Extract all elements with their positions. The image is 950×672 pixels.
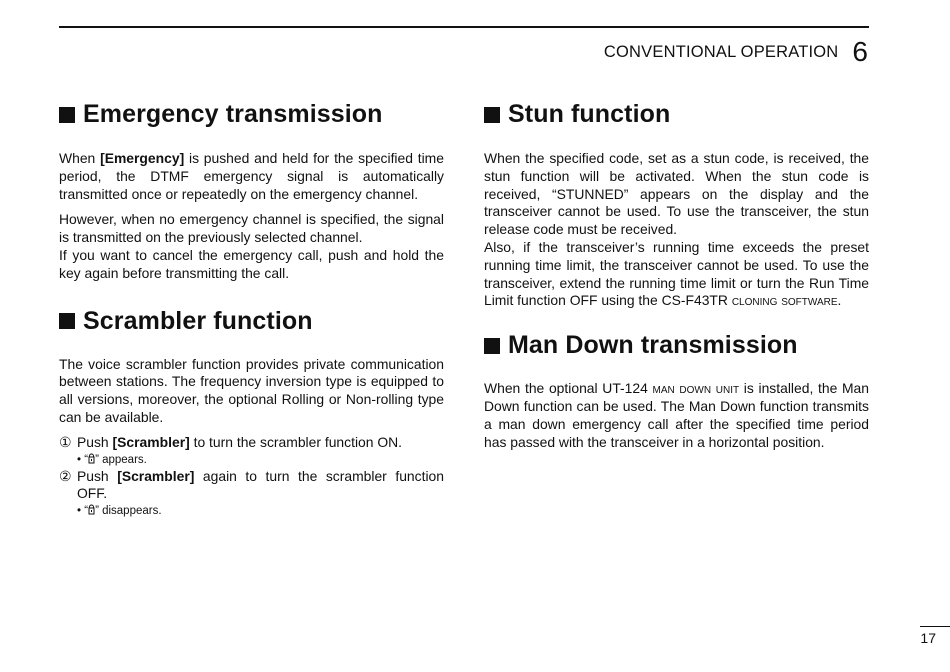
heading-text: Stun function — [508, 100, 671, 128]
step-number: ① — [59, 433, 72, 450]
stun-paragraph-1: When the specified code, set as a stun code, is received, the stun function will be activated. When the stun code is received, “STUNNED” appears on the display and the transceiver cannot be used. To use the transceiver, the stun release code must be received. — [484, 150, 869, 238]
scrambler-paragraph-1: The voice scrambler function provides private communication between stations. The frequency inversion type is equipped to all versions, moreover, the optional Rolling or Non-rolling type can be available. — [59, 355, 444, 425]
text: is pushed and held for the specified time period, the DTMF emergency signal is automatically transmitted once or repeatedly on the emergency channel. — [59, 150, 444, 202]
right-column — [484, 100, 869, 451]
emergency-paragraph-2: However, when no emergency channel is specified, the signal is transmitted on the previously selected channel. — [59, 211, 444, 246]
text: When the optional UT-124 — [484, 380, 653, 397]
text: ” appears. — [95, 453, 147, 466]
text: Push — [77, 433, 113, 450]
section-heading-scrambler — [59, 307, 444, 336]
section-heading-stun — [484, 100, 869, 129]
emergency-paragraph-1 — [59, 150, 444, 203]
section-heading-mandown — [484, 331, 869, 360]
mandown-paragraph-1 — [484, 380, 869, 451]
step-1-note — [59, 452, 444, 468]
square-bullet-icon — [59, 107, 75, 123]
square-bullet-icon — [59, 313, 75, 329]
page-header — [604, 34, 868, 70]
page-number: 17 — [920, 630, 936, 646]
text: • “ — [77, 453, 89, 466]
scrambler-indicator-icon — [88, 453, 95, 464]
footer-rule — [920, 626, 950, 627]
step-text — [77, 468, 444, 504]
key-label: [Emergency] — [100, 150, 185, 166]
step-1 — [59, 434, 444, 452]
scrambler-indicator-icon — [88, 504, 95, 515]
text: Push — [77, 467, 118, 484]
text: again to turn the scrambler function OFF. — [77, 467, 444, 502]
text: . — [837, 292, 842, 309]
text: is installed, the Man Down function can be used. The Man Down function transmits a man down emergency call after the specified time period has passed with the transceiver in a horizontal position. — [484, 380, 870, 450]
key-label: [Scrambler] — [112, 433, 190, 450]
key-label: [Scrambler] — [117, 467, 195, 484]
left-column — [59, 100, 444, 519]
text: to turn the scrambler function ON. — [189, 433, 403, 450]
heading-text: Man Down transmission — [508, 331, 798, 360]
section-heading-emergency — [59, 100, 444, 129]
heading-text: Emergency transmission — [83, 100, 383, 128]
stun-paragraph-2 — [484, 239, 869, 310]
header-title: CONVENTIONAL OPERATION — [603, 42, 839, 61]
chapter-number: 6 — [852, 36, 868, 67]
square-bullet-icon — [484, 107, 500, 123]
software-name: cloning software — [731, 292, 838, 309]
heading-text: Scrambler function — [83, 306, 313, 335]
step-2 — [59, 468, 444, 504]
top-rule — [59, 26, 869, 28]
unit-name: man down unit — [652, 380, 740, 397]
square-bullet-icon — [484, 338, 500, 354]
step-text — [77, 434, 444, 452]
step-2-note — [59, 503, 444, 519]
text: When — [59, 150, 101, 166]
text: • “ — [77, 505, 89, 518]
emergency-paragraph-3: If you want to cancel the emergency call, push and hold the key again before transmitting the call. — [59, 246, 444, 281]
step-number: ② — [59, 467, 72, 484]
text: Also, if the transceiver’s running time exceeds the preset running time limit, the transceiver cannot be used. To use the transceiver, extend the running time limit or turn the Run Time Limit function OFF using the CS-F43TR — [484, 238, 869, 309]
text: ” disappears. — [95, 505, 162, 518]
